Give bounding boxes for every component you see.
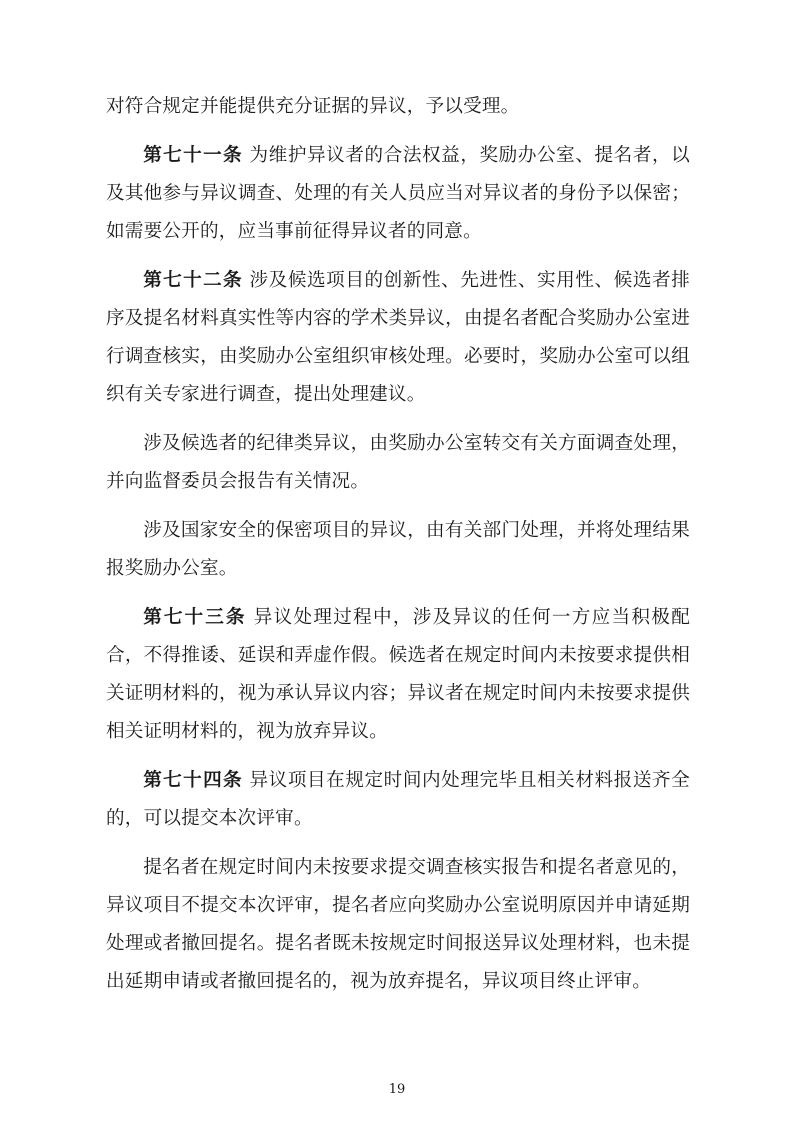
paragraph: [106, 512, 690, 588]
paragraph: [106, 88, 690, 126]
page-number: 19: [388, 1082, 406, 1097]
paragraph: [106, 762, 690, 838]
paragraph: [106, 425, 690, 501]
paragraph-text: 涉及候选项目的创新性、先进性、实用性、候选者排序及提名材料真实性等内容的学术类异议，由提名者配合奖励办公室进行调查核实，由奖励办公室组织审核处理。必要时，奖励办公室可以组织有关专家进行调查，提出处理建议。: [106, 270, 690, 405]
paragraph-spacer: [106, 751, 690, 762]
paragraph-spacer: [106, 251, 690, 262]
paragraph: [106, 262, 690, 414]
paragraph-text: 涉及候选者的纪律类异议，由奖励办公室转交有关方面调查处理，并向监督委员会报告有关情况。: [106, 433, 690, 492]
paragraph-spacer: [106, 501, 690, 512]
document-body: [106, 88, 690, 1001]
paragraph-text: 涉及国家安全的保密项目的异议，由有关部门处理，并将处理结果报奖励办公室。: [106, 520, 690, 579]
article-number: 第七十三条: [143, 607, 247, 628]
paragraph-text: 对符合规定并能提供充分证据的异议，予以受理。: [106, 96, 520, 117]
paragraph-text: 异议项目在规定时间内处理完毕且相关材料报送齐全的，可以提交本次评审。: [106, 770, 690, 829]
article-number: 第七十二条: [143, 270, 244, 291]
paragraph: [106, 849, 690, 1001]
article-number: 第七十一条: [143, 145, 244, 166]
article-number: 第七十四条: [143, 770, 244, 791]
paragraph-text: 为维护异议者的合法权益，奖励办公室、提名者，以及其他参与异议调查、处理的有关人员应当对异议者的身份予以保密；如需要公开的，应当事前征得异议者的同意。: [106, 145, 690, 242]
paragraph-spacer: [106, 126, 690, 137]
paragraph-spacer: [106, 588, 690, 599]
paragraph-text: 提名者在规定时间内未按要求提交调查核实报告和提名者意见的，异议项目不提交本次评审，提名者应向奖励办公室说明原因并申请延期处理或者撤回提名。提名者既未按规定时间报送异议处理材料，也未提出延期申请或者撤回提名的，视为放弃提名，异议项目终止评审。: [106, 857, 690, 992]
paragraph-spacer: [106, 414, 690, 425]
paragraph: [106, 137, 690, 251]
paragraph-spacer: [106, 838, 690, 849]
paragraph: [106, 599, 690, 751]
paragraph-text: 异议处理过程中，涉及异议的任何一方应当积极配合，不得推诿、延误和弄虚作假。候选者在规定时间内未按要求提供相关证明材料的，视为承认异议内容；异议者在规定时间内未按要求提供相关证明材料的，视为放弃异议。: [106, 607, 690, 742]
